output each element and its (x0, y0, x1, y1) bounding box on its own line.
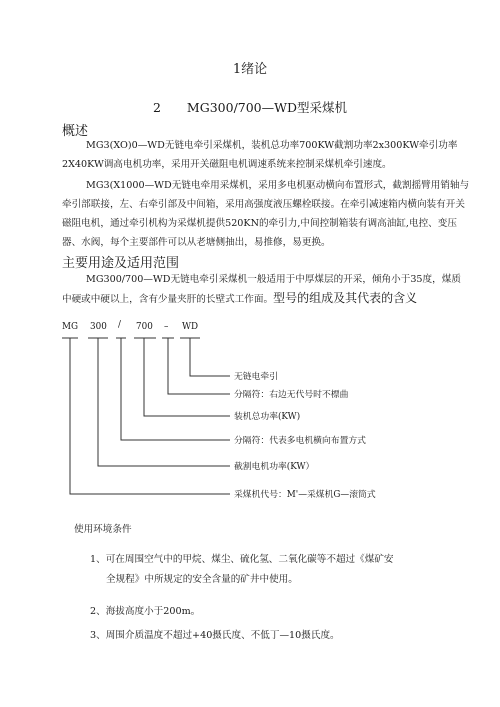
code-label-mg: 采煤机代号：M'—采煤机G—滚筒式 (234, 490, 376, 500)
section-number: 2 (152, 100, 161, 115)
model-code-diagram (58, 318, 438, 514)
code-300: 300 (90, 322, 107, 332)
environment-item-3-num: 3、 (90, 630, 106, 641)
chapter-title: 1绪论 (232, 62, 268, 77)
environment-item-1-continued: 全规程》中所规定的安全含量的矿井中使用。 (106, 574, 298, 585)
scope-para-line2 (62, 289, 417, 309)
code-label-dash: 分隔符：右边无代号时不標曲 (234, 390, 349, 400)
environment-item-2-text: 海拔高度小于200m。 (105, 606, 201, 617)
environment-item-2-num: 2、 (90, 606, 106, 617)
section-name: MG300/700—WD型采煤机 (186, 100, 348, 115)
environment-item-3-text: 周围介质温度不超过+40摄氏度、不低丁—10摄氏度。 (105, 630, 340, 641)
code-wd: WD (182, 322, 199, 332)
code-label-slash: 分隔符：代表多电机横向布置方式 (234, 436, 366, 446)
overview-para2-line2: 牵引部联接，左、右牵引部及中间箱，采用高强度液压螺栓联接。在牵引减速箱内横向装有开关 (62, 199, 465, 210)
code-mg: MG (62, 322, 79, 332)
section-title (0, 98, 500, 116)
environment-item-3 (90, 627, 340, 641)
model-meaning-heading: 型号的组成及其代表的含义 (273, 291, 418, 305)
environment-item-2 (90, 603, 200, 617)
overview-heading: 概述 (62, 124, 89, 139)
environment-heading: 使用环境条件 (74, 524, 132, 535)
scope-para-line1: MG300/700—WD无链电牵引采煤机一般适用于中厚煤层的开采，倾角小于35度，煤质 (86, 274, 461, 285)
environment-item-1-num: 1、 (90, 554, 106, 565)
scope-para-line2-text: 中硬或中硬以上，含有少量夹肝的长壁式工作面。 (62, 294, 274, 305)
code-label-300: 截割电机功率(KW） (234, 462, 315, 472)
overview-para2-line4: 器、水阀，每个主要部件可以从老塘侧抽出，易推修，易更换。 (62, 237, 331, 248)
overview-para2-line3: 磁阻电机，通过牵引机构为采煤机提供520KN的牵引力,中间控制箱装有调高油缸,电控、变压 (62, 218, 457, 229)
code-label-wd: 无链电牵引 (234, 372, 278, 382)
code-dash: – (164, 322, 169, 332)
environment-item-1-text: 可在周围空气中的甲烷、煤尘、硫化氢、二氧化碳等不超过《煤矿安 (105, 554, 394, 565)
overview-para1-line2: 2X40KW调高电机功率，采用开关磁阻电机调速系统来控制采煤机牵引速度。 (62, 159, 392, 170)
code-700: 700 (136, 322, 153, 332)
code-slash: / (118, 320, 121, 330)
overview-para1-line1: MG3(XO)0—WD无链电牵引采煤机，装机总功率700KW截割功率2x300KW牵引功率 (86, 140, 458, 151)
code-label-700: 装机总功率(KW) (234, 412, 301, 422)
overview-para2-line1: MG3(X1000—WD无链电牵用采煤机，采用多电机驱动横向布置形式，截割摇臂用销轴与 (86, 180, 470, 191)
scope-heading: 主要用途及适用范围 (62, 256, 180, 271)
environment-item-1 (90, 551, 394, 565)
